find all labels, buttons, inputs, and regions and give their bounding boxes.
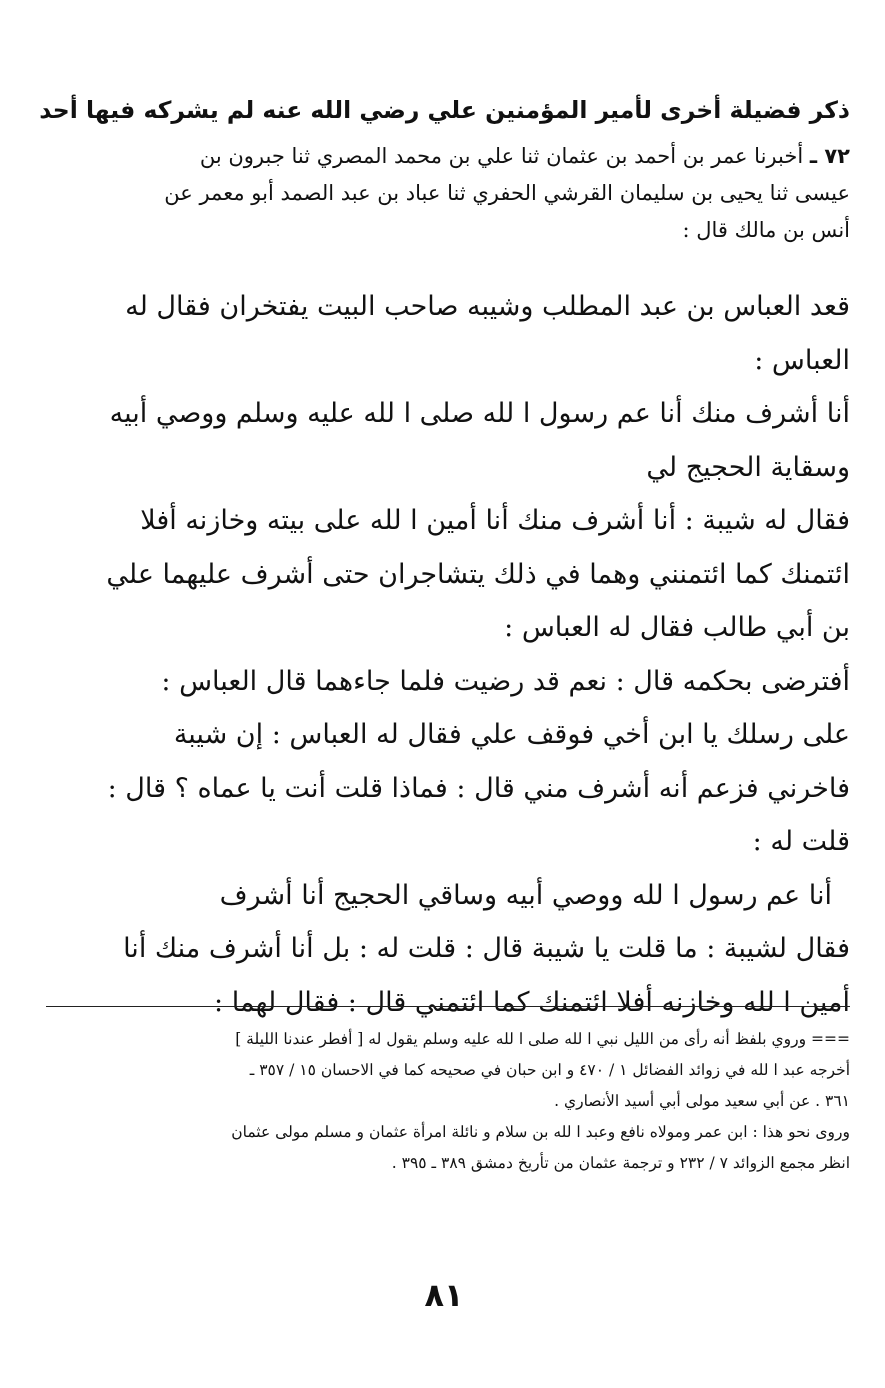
body-line: أفترضى بحكمه قال : نعم قد رضيت فلما جاءهما قال العباس : xyxy=(161,665,850,697)
isnad-line-2: عيسى ثنا يحيى بن سليمان القرشي الحفري ثنا عباد بن عبد الصمد أبو معمر عن xyxy=(164,181,850,205)
footnote-line: وروى نحو هذا : ابن عمر ومولاه نافع وعبد ا لله بن سلام و نائلة امرأة عثمان و مسلم مولى عثمان xyxy=(231,1123,850,1141)
body-line: ائتمنك كما ائتمنني وهما في ذلك يتشاجران حتى أشرف عليهما علي xyxy=(106,558,850,590)
isnad-line-3: أنس بن مالك قال : xyxy=(682,218,850,242)
book-page xyxy=(38,88,850,1368)
body-line: قعد العباس بن عبد المطلب وشيبه صاحب البيت يفتخران فقال له xyxy=(125,291,850,322)
footnote-line: انظر مجمع الزوائد ٧ / ٢٣٢ و ترجمة عثمان من تأريخ دمشق ٣٨٩ ـ ٣٩٥ . xyxy=(391,1154,850,1172)
hadith-text xyxy=(38,280,850,1029)
hadith-number: ٧٢ ـ xyxy=(809,144,850,168)
body-line: قلت له : xyxy=(752,826,850,857)
body-line: العباس : xyxy=(754,344,850,376)
footnote-line: ٣٦١ . عن أبي سعيد مولى أبي أسيد الأنصاري . xyxy=(554,1092,850,1110)
footnotes xyxy=(38,1024,850,1179)
footnote-line: أخرجه عبد ا لله في زوائد الفضائل ١ / ٤٧٠ و ابن حبان في صحيحه كما في الاحسان ١٥ / ٣٥٧ ـ xyxy=(249,1061,850,1079)
body-line: بن أبي طالب فقال له العباس : xyxy=(504,612,850,643)
page-number: ٨١ xyxy=(424,1276,464,1314)
body-line: على رسلك يا ابن أخي فوقف علي فقال له العباس : إن شيبة xyxy=(173,719,850,750)
chapter-heading: ذكر فضيلة أخرى لأمير المؤمنين علي رضي الله عنه لم يشركه فيها أحد xyxy=(39,96,850,124)
body-line: أنا أشرف منك أنا عم رسول ا لله صلى ا لله عليه وسلم ووصي أبيه xyxy=(109,398,850,429)
body-line: فاخرني فزعم أنه أشرف مني قال : فماذا قلت أنت يا عماه ؟ قال : xyxy=(107,772,850,804)
isnad-line-1: ٧٢ ـ أخبرنا عمر بن أحمد بن عثمان ثنا علي بن محمد المصري ثنا جبرون بن xyxy=(199,144,850,168)
body-line: أمين ا لله وخازنه أفلا ائتمنك كما ائتمني قال : فقال لهما : xyxy=(214,986,850,1018)
body-line: فقال له شيبة : أنا أشرف منك أنا أمين ا لله على بيته وخازنه أفلا xyxy=(140,505,850,536)
footnote-line: === وروي بلفظ أنه رأى من الليل نبي ا لله صلى ا لله عليه وسلم يقول له [ أفطر عندنا الليلة ] xyxy=(235,1030,850,1048)
footnote-divider xyxy=(46,1006,850,1007)
isnad-block xyxy=(38,138,850,249)
body-line: أنا عم رسول ا لله ووصي أبيه وساقي الحجيج أنا أشرف xyxy=(219,879,832,911)
body-line: وسقاية الحجيج لي xyxy=(646,451,850,483)
body-line: فقال لشيبة : ما قلت يا شيبة قال : قلت له : بل أنا أشرف منك أنا xyxy=(123,933,850,964)
